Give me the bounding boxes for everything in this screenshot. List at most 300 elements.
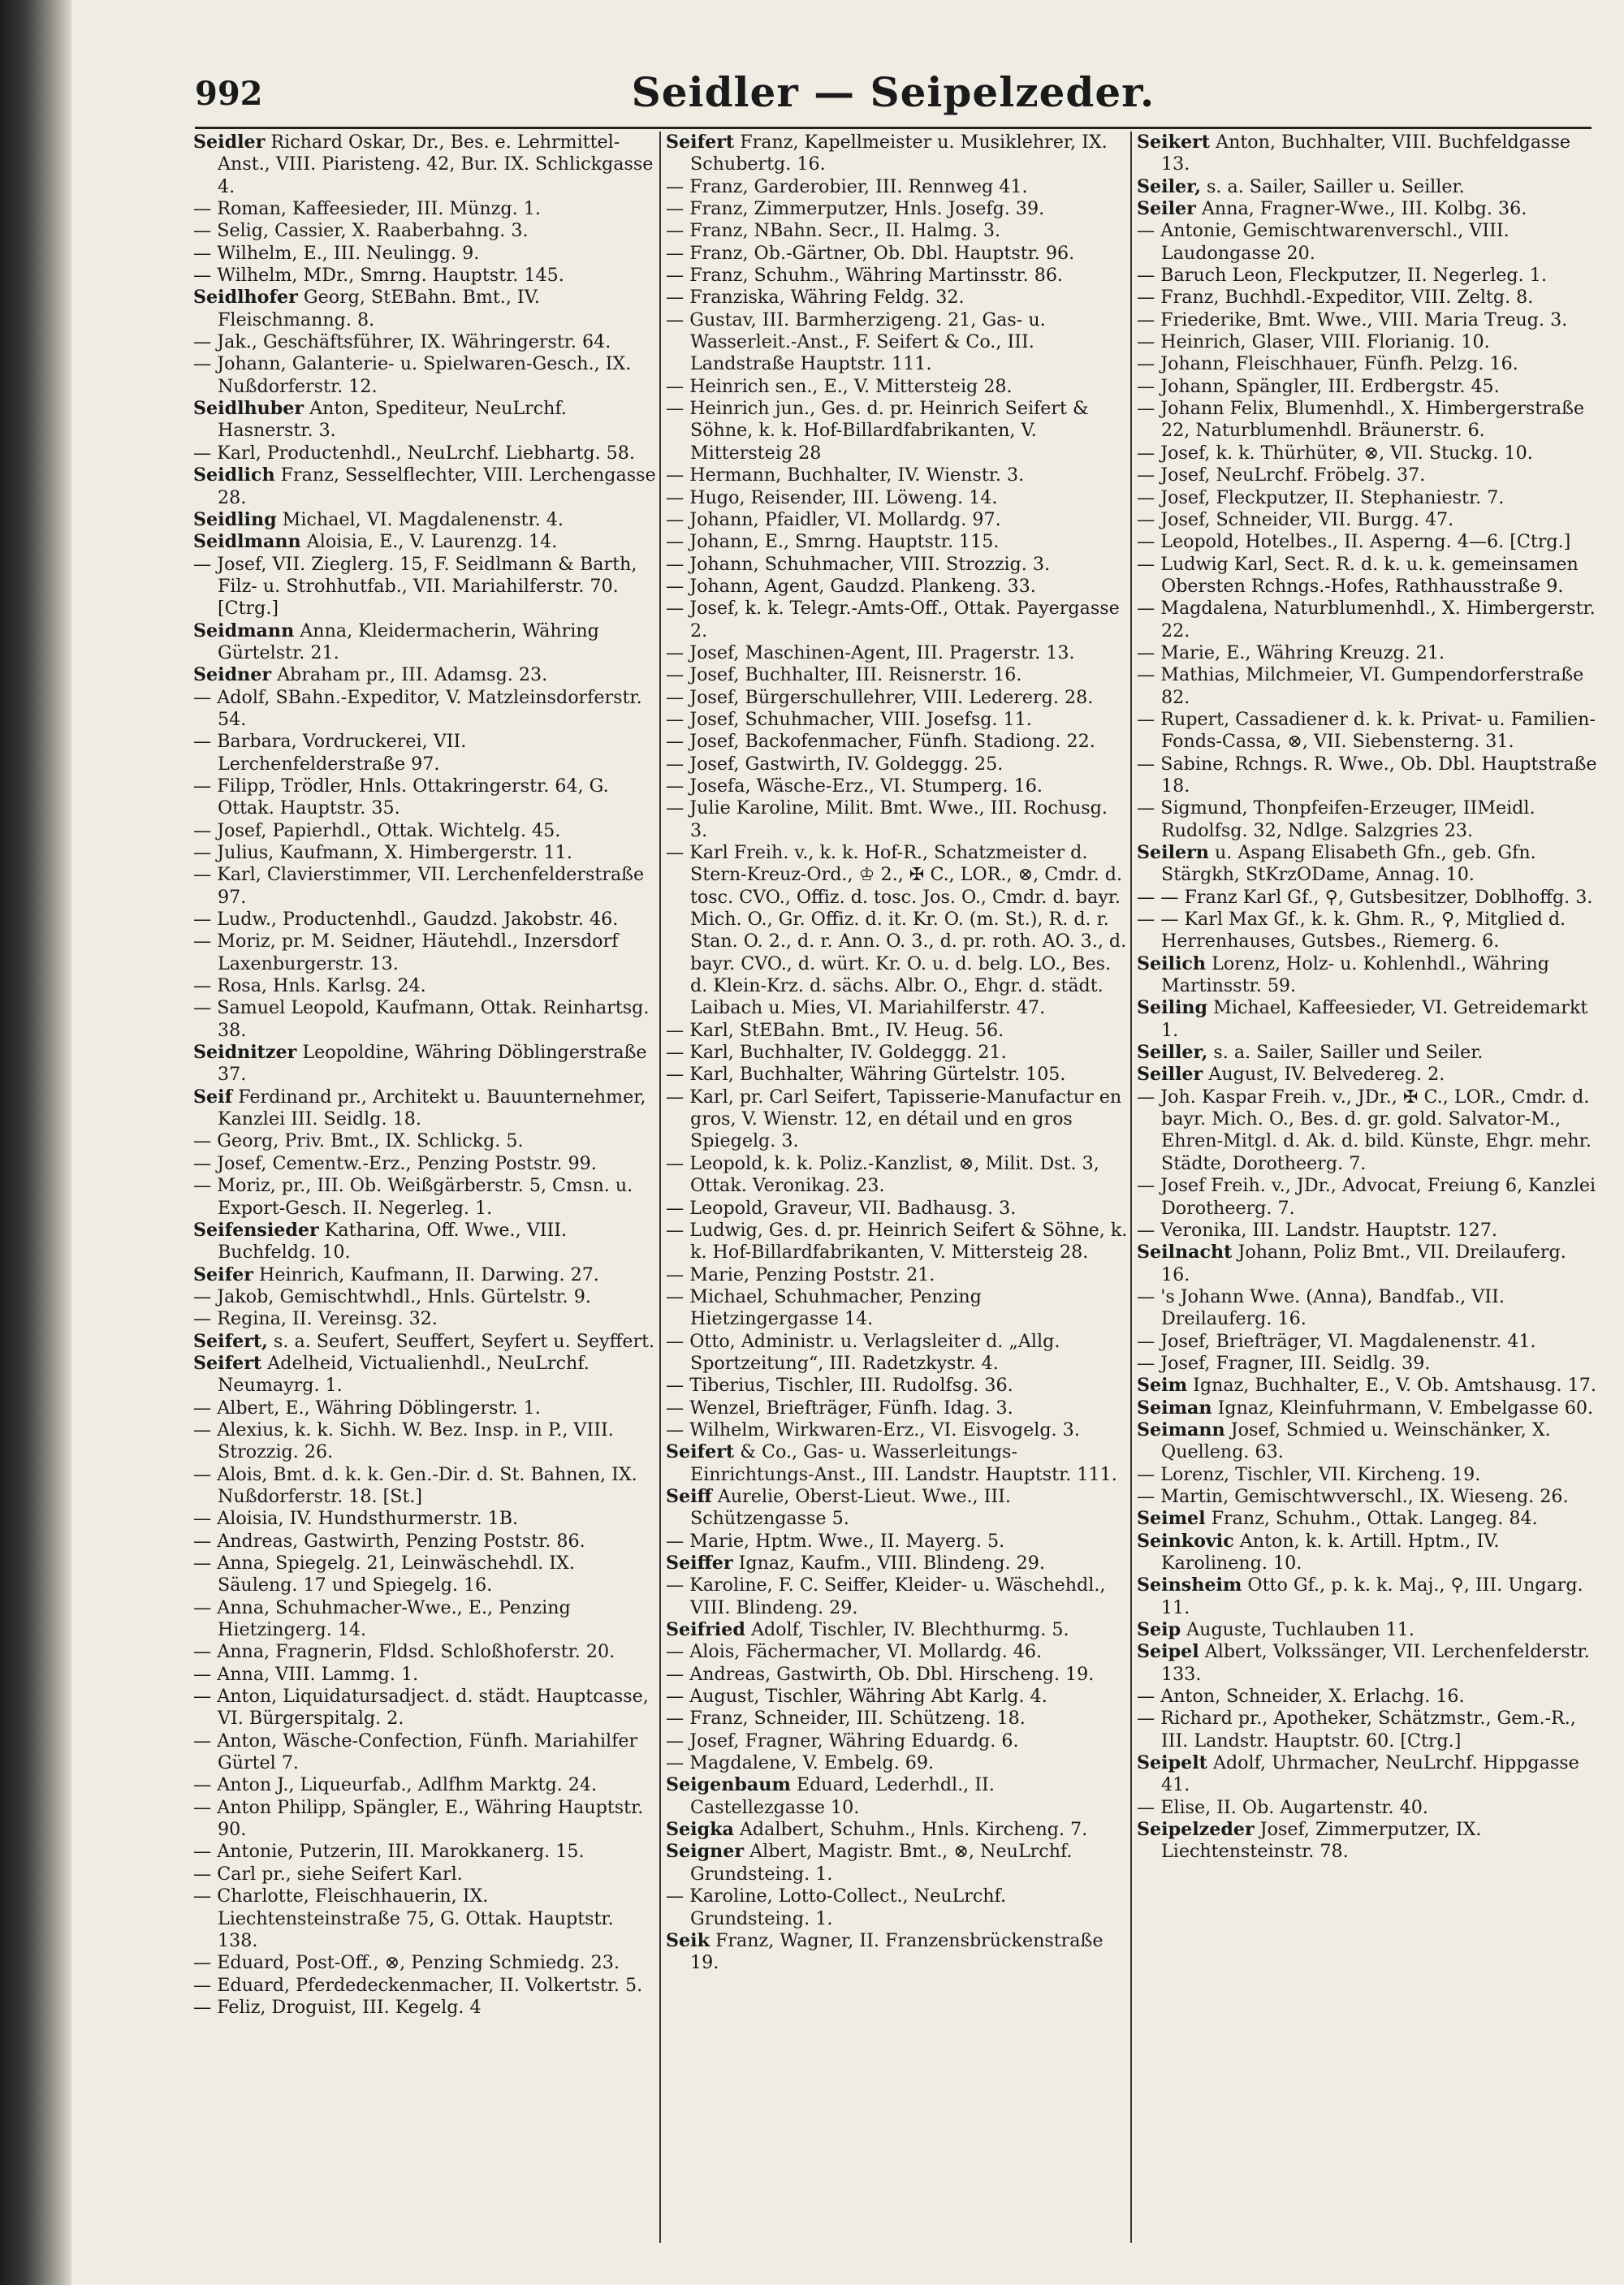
entry-text: — Josef, Cementw.-Erz., Penzing Poststr. 99. [193, 1152, 597, 1174]
directory-entry [666, 1885, 1129, 1930]
entry-text: Johann, Poliz Bmt., VII. Dreilauferg. 16. [1161, 1242, 1566, 1285]
entry-text: Adalbert, Schuhm., Hnls. Kircheng. 7. [739, 1819, 1088, 1841]
directory-entry [666, 1198, 1129, 1220]
entry-text: — Johann, Pfaidler, VI. Mollardg. 97. [666, 508, 1001, 530]
entry-surname: Seilern [1137, 842, 1209, 863]
directory-entry [1137, 132, 1600, 176]
directory-entry [666, 687, 1129, 709]
entry-text: — Alois, Bmt. d. k. k. Gen.-Dir. d. St. Bahnen, IX. Nußdorferstr. 18. [St.] [193, 1463, 637, 1507]
entry-text: — Leopold, Graveur, VII. Badhausg. 3. [666, 1197, 1017, 1219]
directory-entry [666, 554, 1129, 576]
directory-entry [666, 1619, 1129, 1641]
column-1 [193, 132, 656, 2251]
entry-text: — Josef, Bürgerschullehrer, VIII. Ledererg. 28. [666, 686, 1094, 708]
directory-entry [666, 1708, 1129, 1730]
directory-entry [1137, 1042, 1600, 1064]
directory-entry [193, 1864, 656, 1885]
entry-text: Albert, Volkssänger, VII. Lerchenfelderstr. 133. [1161, 1641, 1590, 1685]
entry-surname: Seifert, [193, 1330, 268, 1352]
entry-surname: Seim [1137, 1375, 1188, 1397]
directory-entry [666, 1153, 1129, 1198]
directory-entry [1137, 1752, 1600, 1797]
directory-entry [666, 509, 1129, 531]
directory-entry [193, 198, 656, 220]
directory-entry [1137, 554, 1600, 598]
directory-entry [1137, 309, 1600, 331]
directory-entry [666, 243, 1129, 265]
entry-text: — Jakob, Gemischtwhdl., Hnls. Gürtelstr. 9. [193, 1285, 591, 1307]
entry-text: — Anna, Spiegelg. 21, Leinwäschehdl. IX. Säuleng. 17 und Spiegelg. 16. [193, 1553, 575, 1596]
directory-entry [1137, 331, 1600, 353]
entry-text: Heinrich, Kaufmann, II. Darwing. 27. [258, 1263, 599, 1285]
entry-text: — Franz, Schuhm., Währing Martinsstr. 86. [666, 265, 1063, 287]
directory-entry [193, 287, 656, 331]
directory-entry [666, 1419, 1129, 1441]
entry-text: — Aloisia, IV. Hundsthurmerstr. 1B. [193, 1508, 519, 1530]
entry-text: — Michael, Schuhmacher, Penzing Hietzingergasse 14. [666, 1285, 982, 1330]
page-header [195, 63, 1592, 128]
entry-text: — Samuel Leopold, Kaufmann, Ottak. Reinhartsg. 38. [193, 997, 650, 1041]
entry-text: — Marie, Penzing Poststr. 21. [666, 1263, 935, 1285]
entry-surname: Seidnitzer [193, 1042, 297, 1064]
directory-entry [666, 1375, 1129, 1397]
directory-entry [193, 1975, 656, 1997]
entry-text: — Moriz, pr. M. Seidner, Häutehdl., Inzersdorf Laxenburgerstr. 13. [193, 931, 619, 974]
entry-text: — Friederike, Bmt. Wwe., VIII. Maria Treug. 3. [1137, 309, 1568, 330]
directory-entry [193, 1841, 656, 1863]
entry-text: Eduard, Lederhdl., II. Castellezgasse 10. [690, 1774, 995, 1818]
entry-surname: Seilich [1137, 952, 1207, 974]
entry-text: Auguste, Tuchlauben 11. [1186, 1619, 1415, 1641]
entry-surname: Seifried [666, 1619, 745, 1641]
directory-entry [1137, 1353, 1600, 1375]
entry-text: Josef, Zimmerputzer, IX. Liechtensteinstr. 78. [1161, 1819, 1482, 1863]
entry-surname: Seiller, [1137, 1042, 1208, 1064]
directory-entry [193, 1686, 656, 1730]
directory-entry [193, 664, 656, 686]
entry-text: — Rupert, Cassadiener d. k. k. Privat- u. Familien-Fonds-Cassa, ⊗, VII. Siebensterng. 31. [1137, 708, 1596, 753]
entry-text: — Andreas, Gastwirth, Ob. Dbl. Hirscheng. 19. [666, 1663, 1095, 1685]
directory-entry [666, 1686, 1129, 1708]
entry-surname: Seik [666, 1929, 710, 1951]
directory-entry [193, 1130, 656, 1152]
entry-text: — Josef, k. k. Telegr.-Amts-Off., Ottak. Payergasse 2. [666, 598, 1120, 641]
directory-entry [666, 287, 1129, 309]
directory-entry [666, 220, 1129, 242]
entry-text: — Hermann, Buchhalter, IV. Wienstr. 3. [666, 464, 1025, 486]
entry-text: — Richard pr., Apotheker, Schätzmstr., Gem.-R., III. Landstr. Hauptstr. 60. [Ctrg.] [1137, 1708, 1576, 1752]
directory-entry [666, 376, 1129, 398]
entry-text: — Antonie, Putzerin, III. Marokkanerg. 15. [193, 1841, 585, 1863]
directory-entry [193, 864, 656, 909]
directory-entry [666, 576, 1129, 598]
entry-text: Michael, Kaffeesieder, VI. Getreidemarkt 1. [1161, 997, 1588, 1041]
entry-text: — Regina, II. Vereinsg. 32. [193, 1308, 438, 1330]
entry-text: — Alexius, k. k. Sichh. W. Bez. Insp. in P., VIII. Strozzig. 26. [193, 1419, 614, 1463]
directory-entry [193, 1153, 656, 1175]
directory-entry [1137, 1286, 1600, 1331]
entry-text: Aurelie, Oberst-Lieut. Wwe., III. Schützengasse 5. [690, 1485, 1011, 1530]
directory-entry [1137, 1619, 1600, 1641]
entry-text: s. a. Sailer, Sailler u. Seiller. [1206, 175, 1465, 197]
directory-entry [1137, 642, 1600, 664]
directory-entry [1137, 1708, 1600, 1752]
entry-text: — — Karl Max Gf., k. k. Ghm. R., ⚲, Mitglied d. Herrenhauses, Gutsbes., Riemerg. 6. [1137, 909, 1566, 952]
directory-entry [666, 176, 1129, 198]
entry-text: — Franz, Zimmerputzer, Hnls. Josefg. 39. [666, 198, 1045, 220]
entry-text: — Wilhelm, E., III. Neulingg. 9. [193, 242, 480, 264]
entry-text: — Josef, Maschinen-Agent, III. Pragerstr. 13. [666, 641, 1075, 663]
entry-text: — Albert, E., Währing Döblingerstr. 1. [193, 1397, 541, 1419]
directory-entry [666, 1553, 1129, 1574]
directory-entry [1137, 198, 1600, 220]
entry-text: — Josef, k. k. Thürhüter, ⊗, VII. Stuckg. 10. [1137, 442, 1533, 464]
entry-text: — August, Tischler, Währing Abt Karlg. 4. [666, 1686, 1047, 1708]
entry-text: Adolf, Tischler, IV. Blechthurmg. 5. [750, 1619, 1069, 1641]
directory-entry [1137, 1531, 1600, 1575]
directory-entry [1137, 1242, 1600, 1286]
entry-surname: Seilnacht [1137, 1242, 1233, 1263]
entry-surname: Seimann [1137, 1419, 1225, 1441]
entry-text: — Anton, Wäsche-Confection, Fünfh. Mariahilfer Gürtel 7. [193, 1730, 638, 1774]
entry-text: — Eduard, Post-Off., ⊗, Penzing Schmiedg. 23. [193, 1952, 620, 1974]
entry-text: — Franz, Ob.-Gärtner, Ob. Dbl. Hauptstr. 96. [666, 242, 1075, 264]
entry-text: — Marie, E., Währing Kreuzg. 21. [1137, 641, 1445, 663]
entry-text: — Johann, Agent, Gaudzd. Plankeng. 33. [666, 575, 1036, 597]
directory-entry [1137, 1375, 1600, 1397]
entry-text: & Co., Gas- u. Wasserleitungs-Einrichtungs-Anst., III. Landstr. Hauptstr. 111. [690, 1441, 1117, 1485]
directory-entry [666, 1486, 1129, 1531]
directory-entry [193, 1597, 656, 1642]
entry-text: Richard Oskar, Dr., Bes. e. Lehrmittel-Anst., VIII. Piaristeng. 42, Bur. IX. Schlickgasse 4. [218, 132, 654, 197]
entry-text: — Marie, Hptm. Wwe., II. Mayerg. 5. [666, 1530, 1005, 1552]
directory-entry [193, 1464, 656, 1509]
entry-text: — Lorenz, Tischler, VII. Kircheng. 19. [1137, 1463, 1481, 1485]
entry-surname: Seiler [1137, 198, 1196, 220]
directory-entry [666, 664, 1129, 686]
entry-surname: Seif [193, 1086, 233, 1108]
directory-entry [193, 1419, 656, 1464]
directory-entry [666, 1086, 1129, 1153]
entry-text: Albert, Magistr. Bmt., ⊗, NeuLrchf. Grundsteing. 1. [690, 1841, 1073, 1885]
directory-entry [666, 132, 1129, 176]
directory-entry [193, 620, 656, 665]
entry-surname: Seinkovic [1137, 1530, 1234, 1552]
directory-entry [193, 1508, 656, 1530]
directory-entry [1137, 376, 1600, 398]
directory-entry [666, 797, 1129, 842]
directory-entry [666, 1042, 1129, 1064]
directory-entry [193, 265, 656, 287]
entry-surname: Seinsheim [1137, 1574, 1242, 1596]
entry-text: — Leopold, k. k. Poliz.-Kanzlist, ⊗, Milit. Dst. 3, Ottak. Veronikag. 23. [666, 1152, 1099, 1197]
entry-text: — Adolf, SBahn.-Expeditor, V. Matzleinsdorferstr. 54. [193, 686, 642, 730]
directory-entry [666, 731, 1129, 753]
directory-entry [666, 1441, 1129, 1486]
entry-surname: Seipel [1137, 1641, 1199, 1663]
directory-entry [1137, 398, 1600, 443]
page-number: 992 [195, 75, 263, 113]
entry-text: Josef, Schmied u. Weinschänker, X. Quelleng. 63. [1161, 1419, 1551, 1463]
entry-text: Franz, Sesselflechter, VIII. Lerchengasse 28. [218, 464, 656, 508]
directory-entry [193, 997, 656, 1042]
entry-text: — Ludwig Karl, Sect. R. d. k. u. k. gemeinsamen Obersten Rchngs.-Hofes, Rathhausstraße 9. [1137, 553, 1579, 597]
entry-text: — Moriz, pr., III. Ob. Weißgärberstr. 5, Cmsn. u. Export-Gesch. II. Negerleg. 1. [193, 1175, 633, 1219]
entry-text: — Josef, Schneider, VII. Burgg. 47. [1137, 508, 1454, 530]
entry-text: Lorenz, Holz- u. Kohlenhdl., Währing Martinsstr. 59. [1161, 952, 1549, 997]
entry-text: — Franz, Schneider, III. Schützeng. 18. [666, 1708, 1026, 1730]
directory-entry [1137, 353, 1600, 375]
entry-text: — Magdalena, Naturblumenhdl., X. Himbergerstr. 22. [1137, 598, 1596, 641]
entry-surname: Seiler, [1137, 175, 1201, 197]
entry-text: — Wilhelm, MDr., Smrng. Hauptstr. 145. [193, 265, 564, 287]
directory-entry [193, 1952, 656, 1974]
directory-entry [666, 1531, 1129, 1553]
entry-text: — Gustav, III. Barmherzigeng. 21, Gas- u. Wasserleit.-Anst., F. Seifert & Co., III. Landstraße Hauptstr. 111. [666, 309, 1046, 375]
directory-entry [193, 1175, 656, 1220]
directory-entry [193, 353, 656, 398]
entry-text: — Josef Freih. v., JDr., Advocat, Freiung 6, Kanzlei Dorotheerg. 7. [1137, 1175, 1596, 1219]
column-divider [659, 132, 661, 2243]
entry-text: — Johann, E., Smrng. Hauptstr. 115. [666, 531, 1000, 553]
directory-entry [1137, 287, 1600, 309]
book-binding-shadow [0, 0, 71, 2285]
entry-surname: Seidmann [193, 620, 295, 641]
directory-entry [193, 464, 656, 509]
entry-text: — Josefa, Wäsche-Erz., VI. Stumperg. 16. [666, 775, 1043, 797]
directory-entry [666, 642, 1129, 664]
entry-text: — Baruch Leon, Fleckputzer, II. Negerleg. 1. [1137, 265, 1547, 287]
entry-text: — Josef, Papierhdl., Ottak. Wichtelg. 45. [193, 819, 561, 841]
entry-text: — Eduard, Pferdedeckenmacher, II. Volkertstr. 5. [193, 1974, 643, 1996]
entry-text: — Andreas, Gastwirth, Penzing Poststr. 86. [193, 1530, 585, 1552]
entry-text: Anna, Fragner-Wwe., III. Kolbg. 36. [1201, 198, 1527, 220]
entry-text: — Julie Karoline, Milit. Bmt. Wwe., III. Rochusg. 3. [666, 797, 1108, 841]
directory-entry [193, 1086, 656, 1131]
directory-entry [193, 1774, 656, 1796]
directory-entry [1137, 443, 1600, 464]
directory-entry [666, 1641, 1129, 1663]
directory-entry [1137, 1397, 1600, 1419]
directory-entry [1137, 531, 1600, 553]
entry-text: Adolf, Uhrmacher, NeuLrchf. Hippgasse 41. [1161, 1752, 1579, 1796]
entry-text: — Sigmund, Thonpfeifen-Erzeuger, IIMeidl. Rudolfsg. 32, Ndlge. Salzgries 23. [1137, 797, 1535, 841]
directory-entry [666, 531, 1129, 553]
directory-entry [193, 398, 656, 443]
entry-surname: Seiller [1137, 1064, 1203, 1086]
entry-surname: Seiman [1137, 1397, 1212, 1419]
directory-entry [1137, 1086, 1600, 1175]
entry-text: — Anton, Schneider, X. Erlachg. 16. [1137, 1686, 1465, 1708]
entry-text: Leopoldine, Währing Döblingerstraße 37. [218, 1042, 647, 1086]
entry-text: — Filipp, Trödler, Hnls. Ottakringerstr. 64, G. Ottak. Hauptstr. 35. [193, 775, 609, 819]
entry-text: — Sabine, Rchngs. R. Wwe., Ob. Dbl. Hauptstraße 18. [1137, 753, 1597, 797]
entry-text: — Ludw., Productenhdl., Gaudzd. Jakobstr. 46. [193, 909, 619, 931]
directory-entry [1137, 1464, 1600, 1486]
entry-text: — Josef, Briefträger, VI. Magdalenenstr. 41. [1137, 1330, 1536, 1352]
entry-text: — Anna, Schuhmacher-Wwe., E., Penzing Hietzingerg. 14. [193, 1596, 571, 1641]
entry-text: — Wilhelm, Wirkwaren-Erz., VI. Eisvogelg. 3. [666, 1419, 1080, 1441]
entry-text: Ignaz, Kaufm., VIII. Blindeng. 29. [738, 1553, 1045, 1574]
directory-entry [193, 1264, 656, 1286]
entry-text: Otto Gf., p. k. k. Maj., ⚲, III. Ungarg. 11. [1161, 1574, 1583, 1618]
directory-entry [666, 398, 1129, 464]
entry-text: — Karl, StEBahn. Bmt., IV. Heug. 56. [666, 1019, 1004, 1041]
directory-entry [666, 1064, 1129, 1086]
directory-entry [1137, 487, 1600, 509]
directory-entry [666, 775, 1129, 797]
entry-text: — Heinrich, Glaser, VIII. Florianig. 10. [1137, 331, 1490, 353]
entry-text: Michael, VI. Magdalenenstr. 4. [282, 508, 564, 530]
entry-text: — Feliz, Droguist, III. Kegelg. 4 [193, 1996, 482, 2018]
directory-entry [1137, 1819, 1600, 1864]
directory-entry [193, 443, 656, 464]
entry-text: — Ludwig, Ges. d. pr. Heinrich Seifert & Söhne, k. k. Hof-Billardfabrikanten, V. Mittersteig 28. [666, 1219, 1128, 1263]
entry-surname: Seipelt [1137, 1752, 1207, 1774]
directory-entry [1137, 754, 1600, 798]
directory-entry [666, 842, 1129, 1020]
entry-text: — Roman, Kaffeesieder, III. Münzg. 1. [193, 198, 541, 220]
entry-text: — Magdalene, V. Embelg. 69. [666, 1752, 935, 1774]
directory-entry [193, 1797, 656, 1842]
directory-entry [193, 1885, 656, 1952]
entry-text: Franz, Wagner, II. Franzensbrückenstraße 19. [690, 1929, 1104, 1974]
entry-text: — Elise, II. Ob. Augartenstr. 40. [1137, 1796, 1428, 1818]
column-2 [666, 132, 1129, 2251]
entry-surname: Seigka [666, 1819, 734, 1841]
entry-text: Abraham pr., III. Adamsg. 23. [277, 664, 548, 686]
entry-text: — Karl, Buchhalter, IV. Goldeggg. 21. [666, 1042, 1007, 1064]
entry-surname: Seidlmann [193, 531, 301, 553]
directory-entry [666, 754, 1129, 775]
entry-text: — Karl Freih. v., k. k. Hof-R., Schatzmeister d. Stern-Kreuz-Ord., ♔ 2., ✠ C., LOR., ⊗, Cmdr. d. tosc. CVO., Offiz. d. tosc. Jos. O., Cmdr. d. bayr. Mich. O., Gr. Offiz. d. it. Kr. O. (m. St.), R. d. r. Stan. O. 2., d. r. Ann. O. 3., d. pr. roth. AO. 3., d. bayr. CVO., d. würt. Kr. O. u. d. belg. LO., Bes. d. Klein-Krz. d. sächs. Albr. O., Ehgr. d. städt. Laibach u. Mies, VI. Mariahilferstr. 47. [666, 842, 1127, 1019]
entry-surname: Seidler [193, 132, 266, 153]
entry-text: — Selig, Cassier, X. Raaberbahng. 3. [193, 220, 529, 242]
entry-text: — Antonie, Gemischtwarenverschl., VIII. Laudongasse 20. [1137, 220, 1510, 264]
entry-text: s. a. Seufert, Seuffert, Seyfert u. Seyffert. [273, 1330, 655, 1352]
directory-entry [193, 842, 656, 864]
directory-entry [1137, 176, 1600, 198]
entry-surname: Seiffer [666, 1553, 733, 1574]
entry-surname: Seifert [193, 1352, 262, 1374]
entry-text: — Alois, Fächermacher, VI. Mollardg. 46. [666, 1641, 1043, 1663]
entry-text: — Tiberius, Tischler, III. Rudolfsg. 36. [666, 1375, 1013, 1397]
entry-text: — Karl, Productenhdl., NeuLrchf. Liebhartg. 58. [193, 442, 635, 464]
directory-entry [193, 1641, 656, 1663]
entry-text: — Martin, Gemischtwverschl., IX. Wieseng. 26. [1137, 1485, 1569, 1507]
entry-text: — Karl, Clavierstimmer, VII. Lerchenfelderstraße 97. [193, 864, 645, 908]
entry-text: Anton, Buchhalter, VIII. Buchfeldgasse 13. [1161, 132, 1570, 175]
directory-entry [1137, 909, 1600, 953]
directory-entry [666, 1020, 1129, 1042]
directory-entry [666, 1286, 1129, 1331]
directory-entry [666, 1819, 1129, 1841]
directory-entry [193, 687, 656, 732]
directory-entry [666, 1730, 1129, 1752]
entry-text: — Karl, pr. Carl Seifert, Tapisserie-Manufactur en gros, V. Wienstr. 12, en détail und en gros Spiegelg. 3. [666, 1086, 1122, 1152]
entry-text: — 's Johann Wwe. (Anna), Bandfab., VII. Dreilauferg. 16. [1137, 1285, 1505, 1330]
entry-text: — Anna, Fragnerin, Fldsd. Schloßhoferstr. 20. [193, 1641, 615, 1663]
directory-entry [193, 1997, 656, 2019]
directory-entry [1137, 1419, 1600, 1464]
entry-surname: Seidner [193, 664, 272, 686]
entry-text: August, IV. Belvedereg. 2. [1208, 1064, 1445, 1086]
entry-text: Anna, Kleidermacherin, Währing Gürtelstr. 21. [218, 620, 599, 663]
directory-entry [1137, 997, 1600, 1042]
directory-entry [193, 1397, 656, 1419]
entry-text: Georg, StEBahn. Bmt., IV. Fleischmanng. 8. [218, 287, 540, 330]
directory-entry [193, 731, 656, 775]
directory-entry [666, 1574, 1129, 1619]
entry-text: Franz, Kapellmeister u. Musiklehrer, IX. Schubertg. 16. [690, 132, 1108, 175]
directory-entry [1137, 1797, 1600, 1819]
entry-text: — Franz, Garderobier, III. Rennweg 41. [666, 175, 1028, 197]
entry-surname: Seiff [666, 1485, 712, 1507]
entry-text: — Franz, Buchhdl.-Expeditor, VIII. Zeltg. 8. [1137, 287, 1534, 309]
directory-entry [193, 1553, 656, 1597]
entry-text: — Heinrich jun., Ges. d. pr. Heinrich Seifert & Söhne, k. k. Hof-Billardfabrikanten, V. Mittersteig 28 [666, 398, 1089, 464]
directory-entry [666, 265, 1129, 287]
directory-entry [1137, 887, 1600, 909]
directory-entry [1137, 664, 1600, 709]
directory-entry [193, 1353, 656, 1397]
entry-text: — Julius, Kaufmann, X. Himbergerstr. 11. [193, 842, 572, 863]
entry-text: — Veronika, III. Landstr. Hauptstr. 127. [1137, 1219, 1497, 1241]
entry-surname: Seip [1137, 1619, 1181, 1641]
entry-text: — Karl, Buchhalter, Währing Gürtelstr. 105. [666, 1064, 1066, 1086]
entry-text: — Anna, VIII. Lammg. 1. [193, 1663, 419, 1685]
entry-surname: Seidlhuber [193, 398, 304, 420]
directory-entry [1137, 1220, 1600, 1242]
directory-entry [193, 775, 656, 820]
entry-text: — Josef, NeuLrchf. Fröbelg. 37. [1137, 464, 1426, 486]
entry-text: — Josef, Fragner, Währing Eduardg. 6. [666, 1730, 1019, 1752]
directory-entry [666, 1397, 1129, 1419]
entry-text: — Hugo, Reisender, III. Löweng. 14. [666, 486, 998, 508]
entry-text: — Josef, Fleckputzer, II. Stephaniestr. 7. [1137, 486, 1505, 508]
entry-surname: Seidlich [193, 464, 275, 486]
directory-entry [666, 487, 1129, 509]
directory-entry [1137, 1064, 1600, 1086]
directory-entry [666, 1220, 1129, 1264]
directory-entry [193, 820, 656, 842]
directory-entry [193, 1308, 656, 1330]
directory-entry [1137, 797, 1600, 842]
directory-entry [1137, 1641, 1600, 1686]
directory-entry [193, 975, 656, 997]
directory-entry [666, 1752, 1129, 1774]
entry-surname: Seipelzeder [1137, 1819, 1255, 1841]
directory-entry [193, 132, 656, 198]
entry-text: — Rosa, Hnls. Karlsg. 24. [193, 975, 426, 997]
directory-entry [193, 1531, 656, 1553]
directory-entry [666, 464, 1129, 486]
directory-entry [666, 198, 1129, 220]
entry-text: — Josef, Schuhmacher, VIII. Josefsg. 11. [666, 708, 1032, 730]
directory-entry [666, 1930, 1129, 1975]
directory-entry [666, 1664, 1129, 1686]
entry-text: Katharina, Off. Wwe., VIII. Buchfeldg. 10. [218, 1219, 568, 1263]
entry-text: — Josef, Fragner, III. Seidlg. 39. [1137, 1352, 1431, 1374]
directory-entry [1137, 598, 1600, 642]
entry-text: — Charlotte, Fleischhauerin, IX. Liechtensteinstraße 75, G. Ottak. Hauptstr. 138. [193, 1885, 614, 1951]
entry-text: — Josef, Gastwirth, IV. Goldeggg. 25. [666, 753, 1004, 775]
directory-entry [1137, 709, 1600, 754]
directory-entry [1137, 1686, 1600, 1708]
directory-entry [193, 1664, 656, 1686]
entry-text: — Josef, Backofenmacher, Fünfh. Stadiong. 22. [666, 731, 1095, 753]
entry-surname: Seifer [193, 1263, 253, 1285]
